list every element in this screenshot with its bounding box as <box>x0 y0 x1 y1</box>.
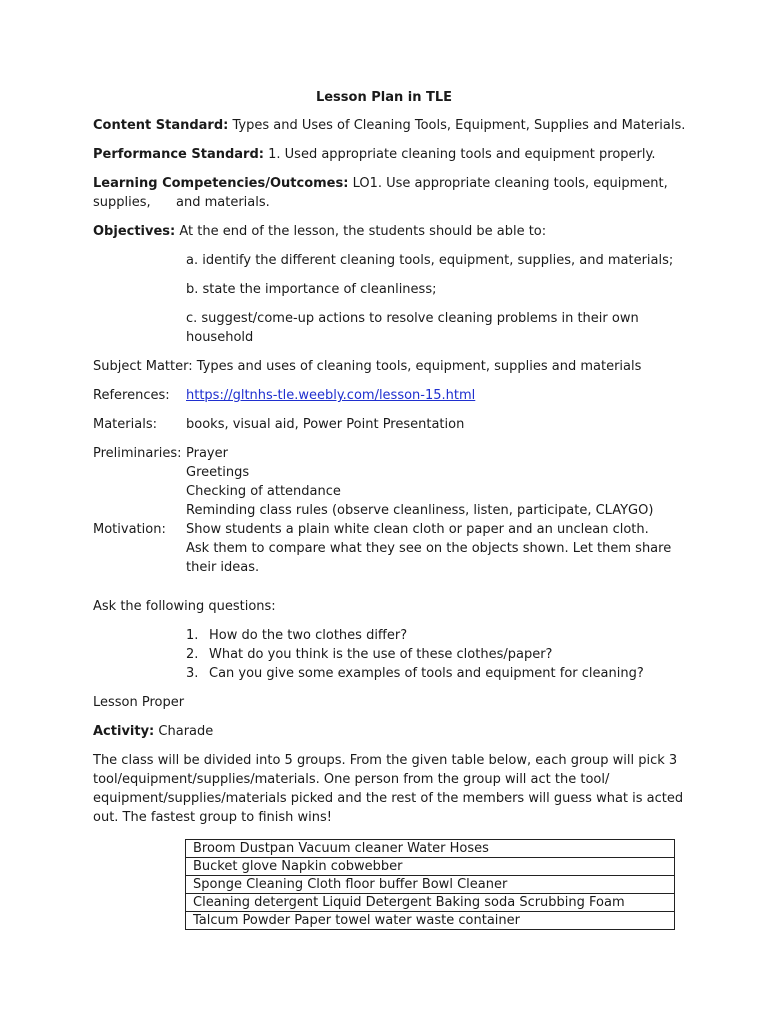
question-text: How do the two clothes differ? <box>209 628 408 643</box>
tools-table <box>185 839 675 930</box>
preliminaries-item: Prayer <box>186 446 228 461</box>
objective-c-line2: household <box>186 330 254 345</box>
objectives <box>93 222 546 241</box>
questions-intro: Ask the following questions: <box>93 599 276 614</box>
question-number: 3. <box>186 666 199 681</box>
question-text: What do you think is the use of these clothes/paper? <box>209 647 553 662</box>
table-row <box>186 858 675 876</box>
preliminaries-item: Greetings <box>186 465 250 480</box>
competencies-text: LO1. Use appropriate cleaning tools, equipment, <box>352 176 668 191</box>
objectives-intro: At the end of the lesson, the students should be able to: <box>179 224 547 239</box>
materials-label: Materials: <box>93 417 157 432</box>
content-standard-label: Content Standard: <box>93 118 229 133</box>
table-cell: Broom Dustpan Vacuum cleaner Water Hoses <box>186 840 675 858</box>
lesson-proper: Lesson Proper <box>93 695 185 710</box>
objective-b: b. state the importance of cleanliness; <box>186 282 437 297</box>
page-title: Lesson Plan in TLE <box>315 90 453 105</box>
table-cell: Bucket glove Napkin cobwebber <box>186 858 675 876</box>
table-row <box>186 840 675 858</box>
table-cell: Talcum Powder Paper towel water waste container <box>186 912 675 930</box>
references-link[interactable]: https://gltnhs-tle.weebly.com/lesson-15.html <box>186 388 476 403</box>
question-text: Can you give some examples of tools and equipment for cleaning? <box>209 666 644 681</box>
activity-label: Activity: <box>93 724 155 739</box>
preliminaries-item: Checking of attendance <box>186 484 341 499</box>
motivation-line: Show students a plain white clean cloth or paper and an unclean cloth. <box>186 522 649 537</box>
activity-text: Charade <box>158 724 214 739</box>
activity <box>93 722 213 741</box>
preliminaries-item: Reminding class rules (observe cleanliness, listen, participate, CLAYGO) <box>186 503 654 518</box>
content-standard-text: Types and Uses of Cleaning Tools, Equipment, Supplies and Materials. <box>232 118 686 133</box>
competencies <box>93 174 668 193</box>
question-number: 1. <box>186 628 199 643</box>
objective-c-line1: c. suggest/come-up actions to resolve cleaning problems in their own <box>186 311 639 326</box>
table-cell: Cleaning detergent Liquid Detergent Baking soda Scrubbing Foam <box>186 894 675 912</box>
objectives-label: Objectives: <box>93 224 176 239</box>
table-cell: Sponge Cleaning Cloth floor buffer Bowl Cleaner <box>186 876 675 894</box>
instruction-line: out. The fastest group to finish wins! <box>93 810 333 825</box>
objective-a: a. identify the different cleaning tools, equipment, supplies, and materials; <box>186 253 674 268</box>
motivation-label: Motivation: <box>93 522 166 537</box>
instruction-line: tool/equipment/supplies/materials. One person from the group will act the tool/ <box>93 772 610 787</box>
references-label: References: <box>93 388 170 403</box>
performance-standard-text: 1. Used appropriate cleaning tools and equipment properly. <box>268 147 656 162</box>
competencies-line2a: supplies, <box>93 195 151 210</box>
table-row <box>186 912 675 930</box>
content-standard <box>93 116 685 135</box>
instruction-line: equipment/supplies/materials picked and the rest of the members will guess what is acted <box>93 791 684 806</box>
materials-text: books, visual aid, Power Point Presentation <box>186 417 465 432</box>
instruction-line: The class will be divided into 5 groups. From the given table below, each group will pick 3 <box>93 753 678 768</box>
subject-matter: Subject Matter: Types and uses of cleaning tools, equipment, supplies and materials <box>93 359 642 374</box>
competencies-label: Learning Competencies/Outcomes: <box>93 176 349 191</box>
preliminaries-label: Preliminaries: <box>93 446 182 461</box>
table-row <box>186 876 675 894</box>
motivation-line: their ideas. <box>186 560 260 575</box>
question-number: 2. <box>186 647 199 662</box>
motivation-line: Ask them to compare what they see on the objects shown. Let them share <box>186 541 672 556</box>
performance-standard-label: Performance Standard: <box>93 147 264 162</box>
table-row <box>186 894 675 912</box>
performance-standard <box>93 145 655 164</box>
competencies-line2b: and materials. <box>176 195 270 210</box>
